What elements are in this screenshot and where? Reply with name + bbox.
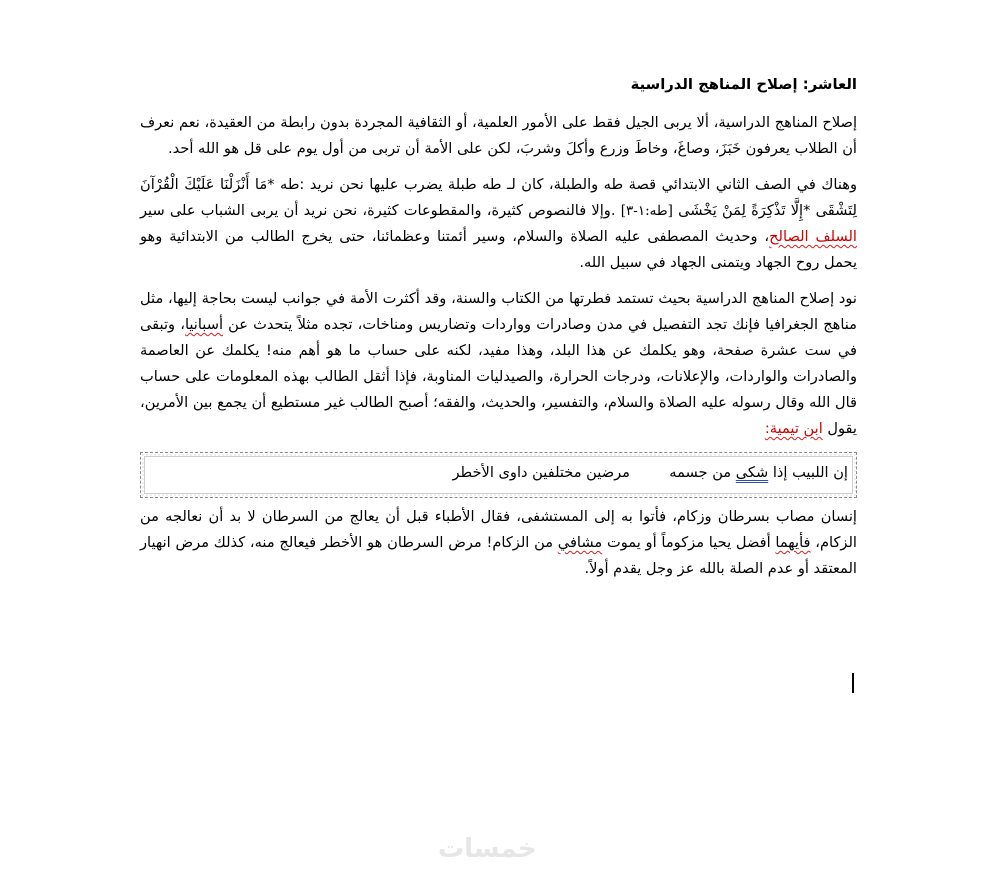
paragraph-4-text-a: إنسان مصاب بسرطان وزكام، فأتوا به إلى المستشفى، فقال الأطباء قبل أن يعالج من السرطان لا بد أن نعالجه من الزكام، [140,508,857,551]
watermark-logo: خمسات [438,834,537,864]
misspelled-word-spain: أسبانيا [184,316,223,333]
paragraph-2-text-a: وهناك في الصف الثاني الابتدائي قصة طه والطبلة، كان لـ طه طبلة يضرب عليها نحن نريد :طه *مَا أَنْزَلْنَا عَلَيْكَ الْقُرْآنَ لِتَشْقَى *إِلَّا تَذْكِرَةً لِمَنْ يَخْشَى [140,176,858,219]
quran-reference: [طه:١-٣] [620,203,673,219]
poem-verse [452,461,848,485]
paragraph-3-text-a: نود إصلاح المناهج الدراسية بحيث تستمد فطرتها من الكتاب والسنة، وقد أكثرت الأمة في جوانب ليست بحاجة إليها، مثل مناهج الجغرافيا فإنك تجد التفصيل في مدن وصادرات وواردات وتضاريس ومناخات، تجده مثلاً يتحدث عن [140,290,857,333]
highlighted-term-salaf: السلف الصالح [769,228,857,245]
text-cursor [852,673,854,693]
paragraph-2 [140,172,857,276]
paragraph-2-text-c: ، وحديث المصطفى عليه الصلاة والسلام، وسير أئمتنا وعظمائنا، حتى يخرج الطالب من الابتدائية وهو يحمل روح الجهاد ويتمنى الجهاد في سبيل الله. [140,228,857,271]
poem-text-box-inner [144,456,853,494]
paragraph-4-text-b: أفضل يحيا مزكوماً أو يموت [607,534,771,551]
highlighted-term-ibn-taymiyya: ابن تيمية: [764,420,823,437]
misspelled-word-cured: مشافي [557,534,603,551]
poem-text-box[interactable] [140,452,857,498]
poem-first-hemistich-a: إن اللبيب إذا [772,464,848,481]
poem-second-hemistich: مرضين مختلفين داوى الأخطر [452,464,630,481]
grammar-flagged-word: شكى [735,464,769,481]
paragraph-1: إصلاح المناهج الدراسية، ألا يربى الجيل فقط على الأمور العلمية، أو الثقافية المجردة بدون رابطة من العقيدة، نعم نعرف أن الطلاب يعرفون خَبَزَ، وصاغَ، وخاطَ وزرع وأكلَ وشربَ، لكن على الأمة أن تربى من أول يوم على قل هو الله أحد. [140,114,857,157]
section-heading: العاشر: إصلاح المناهج الدراسية [630,76,857,93]
paragraph-4 [140,504,857,582]
misspelled-word-which: فأيهما [775,534,811,551]
paragraph-4-text-c: من الزكام! مرض السرطان هو الأخطر فيعالج منه، كذلك مرض انهيار المعتقد أو عدم الصلة بالله عز وجل يقدم أولاً. [140,534,857,577]
poem-first-hemistich-b: من جسمه [669,464,732,481]
paragraph-3 [140,286,857,442]
document-page [140,68,857,592]
paragraph-2-text-b: .وإلا فالنصوص كثيرة، والمقطوعات كثيرة، نحن نريد أن يربى الشباب على سير [140,202,616,219]
paragraph-3-text-b: ، وتبقى في ست عشرة صفحة، وهو يكلمك عن هذا البلد، وهذا مفيد، لكنه على حساب ما هو أهم منه! يكلمك عن العاصمة والصادرات والواردات، والإعلانات، ودرجات الحرارة، والصيدليات المناوبة، فإذا أثقل الطالب بهذه المعلومات على حساب قال الله وقال رسوله عليه الصلاة والسلام، والتفسير، والحديث، والفقه؛ أصبح الطالب غير مستطيع أن يجمع بين الأمرين، يقول [140,316,857,437]
